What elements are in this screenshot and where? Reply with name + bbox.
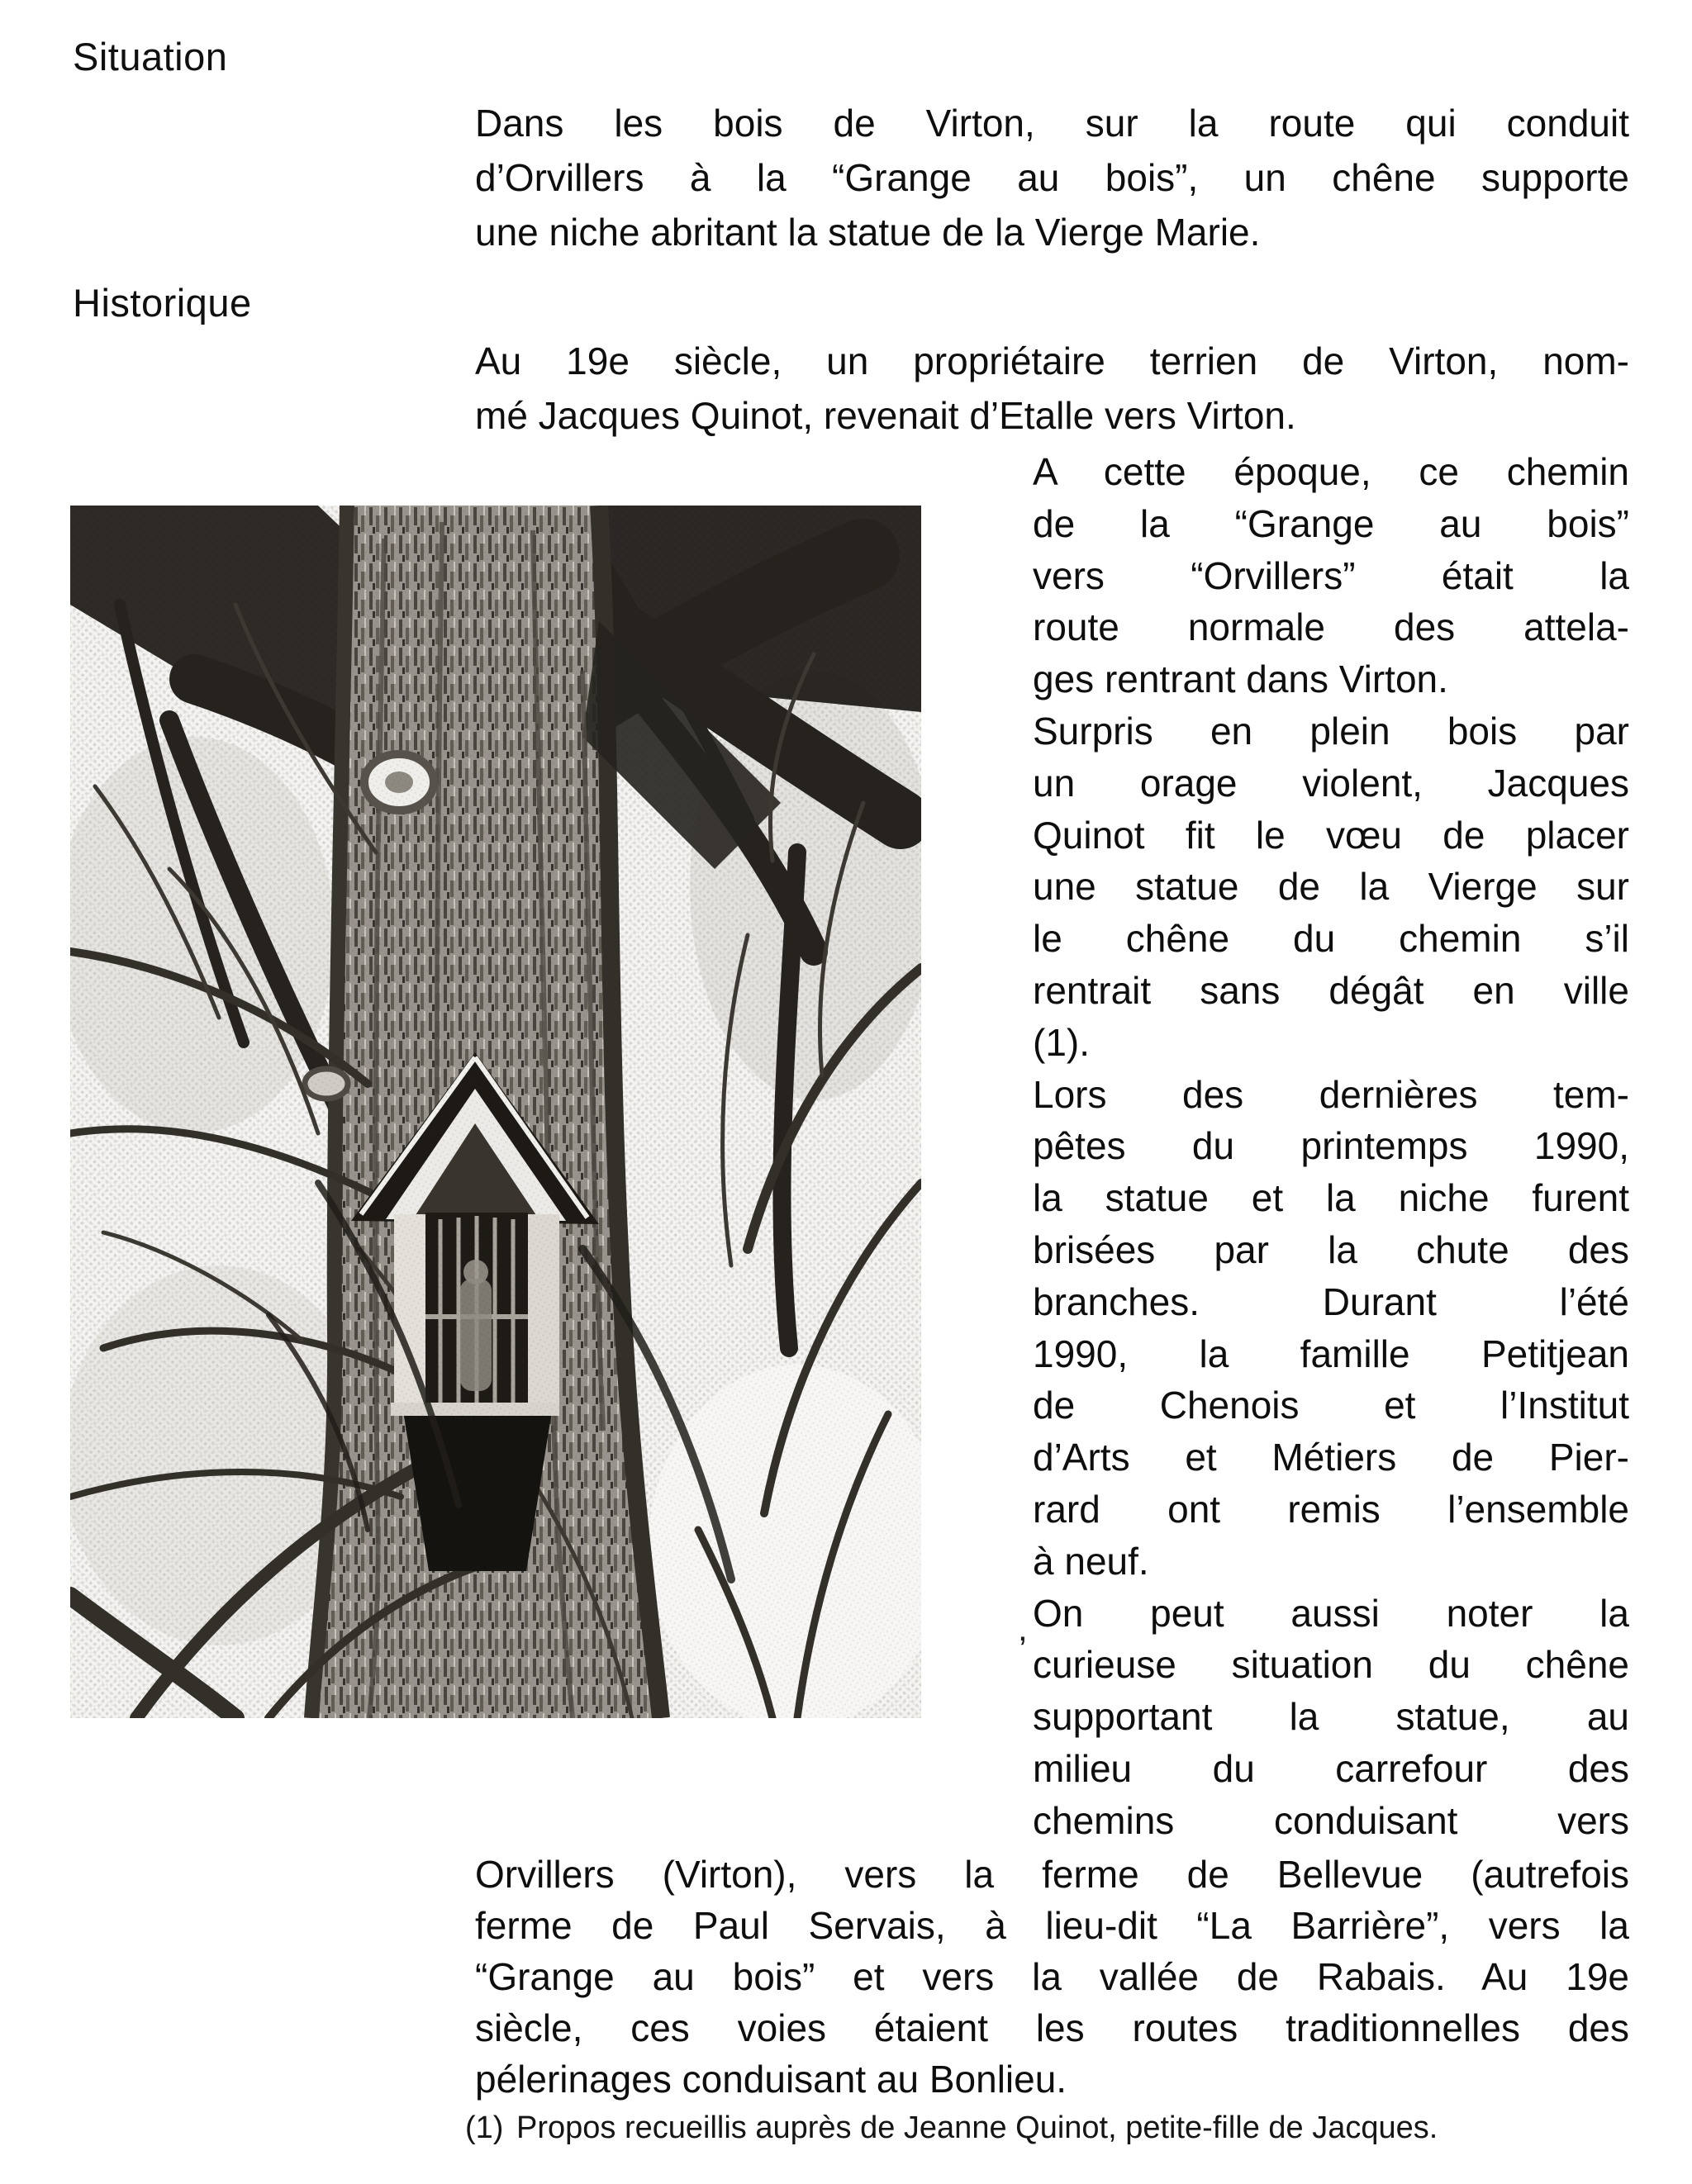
text-line: siècle, ces voies étaient les routes traditionnelles des: [475, 2006, 1629, 2049]
text-line: (1).: [1033, 1020, 1090, 1064]
text-line: le chêne du chemin s’il: [1033, 917, 1629, 961]
text-line: supportant la statue, au: [1033, 1695, 1629, 1739]
text-line: vers “Orvillers” était la: [1033, 553, 1629, 597]
text-line: d’Arts et Métiers de Pier-: [1033, 1436, 1629, 1479]
text-line: mé Jacques Quinot, revenait d’Etalle vers Virton.: [475, 394, 1296, 437]
text-line: 1990, la famille Petitjean: [1033, 1332, 1629, 1375]
text-line: Quinot fit le vœu de placer: [1033, 813, 1629, 857]
stray-ink-mark: ,: [1018, 1609, 1028, 1648]
situation-paragraph: [475, 96, 1629, 259]
text-line: à neuf.: [1033, 1539, 1149, 1583]
right-column: [1033, 446, 1629, 1847]
text-line: A cette époque, ce chemin: [1033, 450, 1629, 493]
tree-niche-photo: [70, 506, 921, 1718]
bottom-paragraph: [475, 1849, 1629, 2105]
text-line: Dans les bois de Virton, sur la route qui conduit: [475, 102, 1629, 145]
text-line: de Chenois et l’Institut: [1033, 1384, 1629, 1427]
historique-paragraph: [475, 334, 1629, 443]
text-line: une niche abritant la statue de la Vierge Marie.: [475, 211, 1261, 254]
text-line: route normale des attela-: [1033, 605, 1629, 649]
text-line: milieu du carrefour des: [1033, 1746, 1629, 1790]
text-line: un orage violent, Jacques: [1033, 761, 1629, 805]
historique-heading: Historique: [73, 281, 252, 325]
text-line: rard ont remis l’ensemble: [1033, 1487, 1629, 1531]
text-line: brisées par la chute des: [1033, 1227, 1629, 1271]
text-line: d’Orvillers à la “Grange au bois”, un chêne supporte: [475, 156, 1629, 199]
footnote-marker: (1): [465, 2110, 504, 2145]
text-line: pélerinages conduisant au Bonlieu.: [475, 2058, 1067, 2101]
text-line: Au 19e siècle, un propriétaire terrien de Virton, nom-: [475, 339, 1629, 382]
text-line: ges rentrant dans Virton.: [1033, 658, 1448, 701]
footnote: [465, 2108, 1638, 2148]
tree-photo-graphic: [70, 506, 921, 1718]
text-line: Orvillers (Virton), vers la ferme de Bellevue (autrefois: [475, 1853, 1629, 1896]
text-line: pêtes du printemps 1990,: [1033, 1124, 1629, 1168]
text-line: ferme de Paul Servais, à lieu-dit “La Barrière”, vers la: [475, 1904, 1629, 1947]
text-line: rentrait sans dégât en ville: [1033, 968, 1629, 1012]
text-line: Surpris en plein bois par: [1033, 709, 1629, 753]
text-line: une statue de la Vierge sur: [1033, 865, 1629, 909]
footnote-text: Propos recueillis auprès de Jeanne Quinot, petite-fille de Jacques.: [516, 2110, 1438, 2145]
text-line: la statue et la niche furent: [1033, 1176, 1629, 1220]
text-line: de la “Grange au bois”: [1033, 501, 1629, 545]
text-line: On peut aussi noter la: [1033, 1591, 1629, 1635]
text-line: curieuse situation du chêne: [1033, 1643, 1629, 1687]
text-line: chemins conduisant vers: [1033, 1798, 1629, 1842]
situation-heading: Situation: [73, 35, 228, 78]
text-line: “Grange au bois” et vers la vallée de Rabais. Au 19e: [475, 1955, 1629, 1998]
text-line: Lors des dernières tem-: [1033, 1072, 1629, 1116]
text-line: branches. Durant l’été: [1033, 1280, 1629, 1323]
